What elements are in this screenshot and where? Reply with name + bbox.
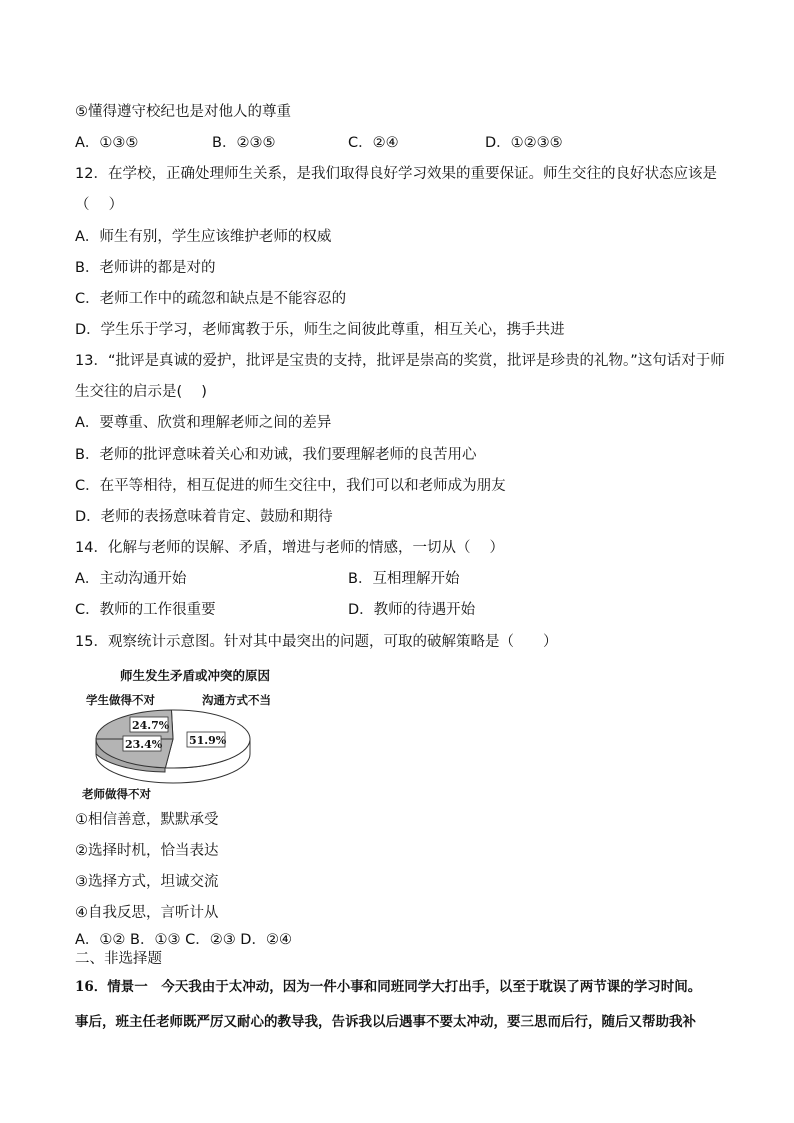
q14-option-a: A．主动沟通开始 — [75, 571, 187, 587]
legend-communication: 沟通方式不当 — [202, 693, 271, 707]
q13-option-b: B．老师的批评意味着关心和劝诫，我们要理解老师的良苦用心 — [75, 447, 477, 463]
q15-options: A．①② B．①③ C．②③ D．②④ — [75, 932, 292, 948]
q13-stem-line2: 生交往的启示是( ) — [75, 384, 207, 400]
pie-value-communication: 51.9% — [189, 734, 227, 747]
q12-option-d: D．学生乐于学习，老师寓教于乐，师生之间彼此尊重，相互关心，携手共进 — [75, 322, 565, 338]
q12-option-c: C．老师工作中的疏忽和缺点是不能容忍的 — [75, 291, 347, 307]
q14-option-c: C．教师的工作很重要 — [75, 602, 216, 618]
q14-option-b: B．互相理解开始 — [348, 571, 460, 587]
pie-value-teacher: 23.4% — [125, 738, 163, 751]
q11-option-a: A．①③⑤ — [75, 135, 139, 151]
legend-teacher: 老师做得不对 — [82, 787, 151, 801]
q12-bracket: （ ） — [75, 197, 124, 213]
q15-item2: ②选择时机，恰当表达 — [75, 843, 219, 859]
q13-option-c: C．在平等相待，相互促进的师生交往中，我们可以和老师成为朋友 — [75, 478, 506, 494]
q12-option-a: A．师生有别，学生应该维护老师的权威 — [75, 229, 332, 245]
pie-value-student: 24.7% — [132, 719, 170, 732]
q11-option-d: D．①②③⑤ — [485, 135, 563, 151]
q13-option-a: A．要尊重、欣赏和理解老师之间的差异 — [75, 415, 332, 431]
pie-chart — [70, 662, 330, 812]
section-title: 二、非选择题 — [75, 951, 162, 967]
q16-line2: 事后，班主任老师既严厉又耐心的教导我，告诉我以后遇事不要太冲动，要三思而后行，随后又帮助我补 — [75, 1014, 696, 1030]
q11-option-b: B．②③⑤ — [212, 135, 276, 151]
q15-item1: ①相信善意，默默承受 — [75, 812, 219, 828]
q15-item3: ③选择方式，坦诚交流 — [75, 874, 219, 890]
q12-stem: 12．在学校，正确处理师生关系，是我们取得良好学习效果的重要保证。师生交往的良好状态应该是 — [75, 166, 717, 182]
chart-title: 师生发生矛盾或冲突的原因 — [120, 668, 271, 683]
q14-stem: 14．化解与老师的误解、矛盾，增进与老师的情感，一切从（ ） — [75, 540, 505, 556]
legend-student: 学生做得不对 — [86, 693, 155, 707]
q16-line1: 16．情景一 今天我由于太冲动，因为一件小事和同班同学大打出手，以至于耽误了两节课的学习时间。 — [75, 979, 702, 995]
q12-option-b: B．老师讲的都是对的 — [75, 260, 216, 276]
q13-stem-line1: 13．“批评是真诚的爱护，批评是宝贵的支持，批评是崇高的奖赏，批评是珍贵的礼物。”这句话对于师 — [75, 353, 725, 369]
q13-option-d: D．老师的表扬意味着肯定、鼓励和期待 — [75, 509, 333, 525]
q14-option-d: D．教师的待遇开始 — [348, 602, 476, 618]
q11-item5: ⑤懂得遵守校纪也是对他人的尊重 — [75, 104, 291, 120]
q15-item4: ④自我反思，言听计从 — [75, 905, 219, 921]
q11-option-c: C．②④ — [348, 135, 399, 151]
q15-stem: 15．观察统计示意图。针对其中最突出的问题，可取的破解策略是（ ） — [75, 634, 558, 650]
